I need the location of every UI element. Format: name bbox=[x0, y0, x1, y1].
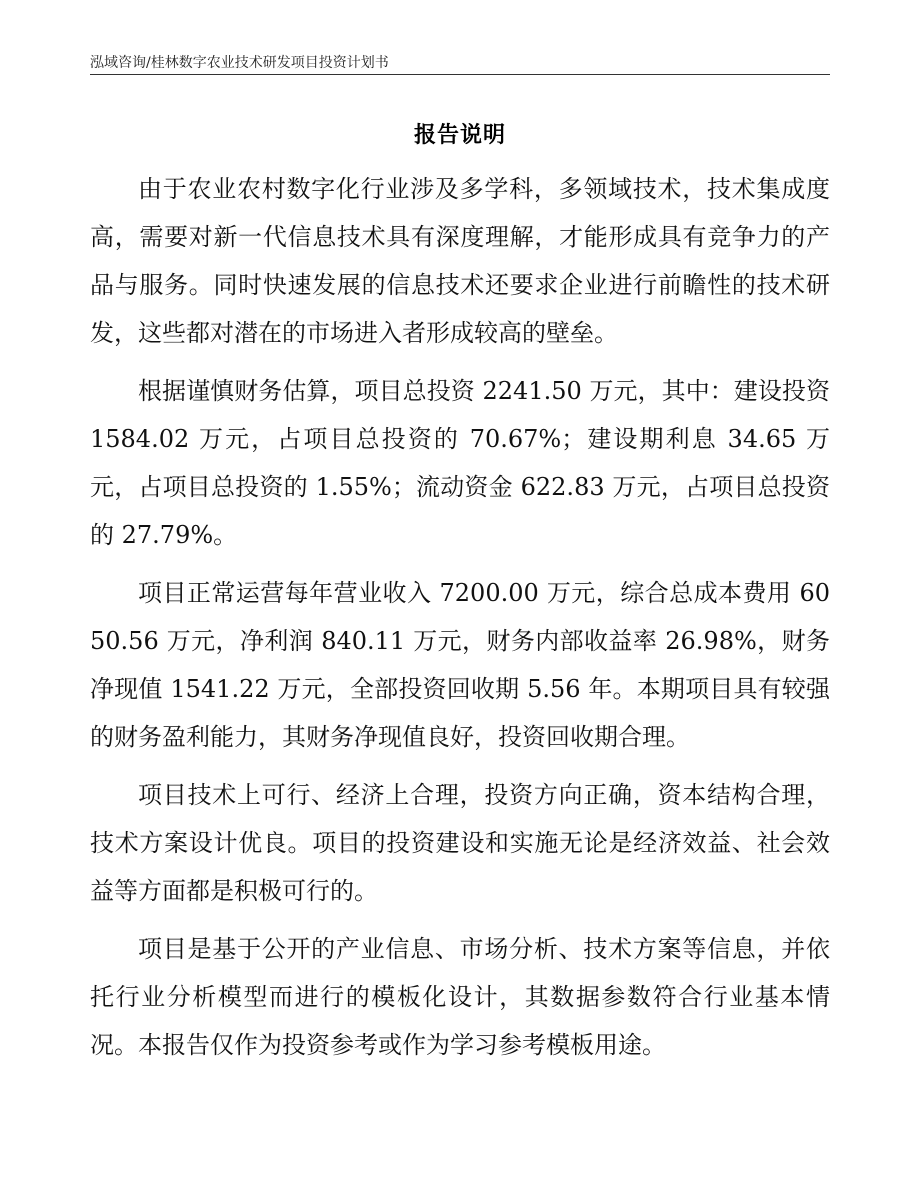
document-body bbox=[90, 165, 830, 1079]
paragraph-investment-estimate: 根据谨慎财务估算，项目总投资 2241.50 万元，其中：建设投资 1584.02 万元，占项目总投资的 70.67%；建设期利息 34.65 万元，占项目总投资的 1.55%；流动资金 622.83 万元，占项目总投资的 27.79%。 bbox=[90, 377, 830, 549]
paragraph-operating-revenue: 项目正常运营每年营业收入 7200.00 万元，综合总成本费用 6050.56 万元，净利润 840.11 万元，财务内部收益率 26.98%，财务净现值 1541.22 万元，全部投资回收期 5.56 年。本期项目具有较强的财务盈利能力，其财务净现值良好，投资回收期合理。 bbox=[90, 579, 830, 751]
header-divider bbox=[90, 74, 830, 75]
running-header: 泓域咨询/桂林数字农业技术研发项目投资计划书 bbox=[90, 55, 389, 71]
paragraph-feasibility: 项目技术上可行、经济上合理，投资方向正确，资本结构合理，技术方案设计优良。项目的投资建设和实施无论是经济效益、社会效益等方面都是积极可行的。 bbox=[90, 781, 830, 905]
page-title: 报告说明 bbox=[413, 123, 506, 148]
paragraph-industry-barriers: 由于农业农村数字化行业涉及多学科，多领域技术，技术集成度高，需要对新一代信息技术具有深度理解，才能形成具有竞争力的产品与服务。同时快速发展的信息技术还要求企业进行前瞻性的技术研发，这些都对潜在的市场进入者形成较高的壁垒。 bbox=[90, 175, 830, 347]
paragraph-disclaimer: 项目是基于公开的产业信息、市场分析、技术方案等信息，并依托行业分析模型而进行的模板化设计，其数据参数符合行业基本情况。本报告仅作为投资参考或作为学习参考模板用途。 bbox=[90, 935, 830, 1059]
